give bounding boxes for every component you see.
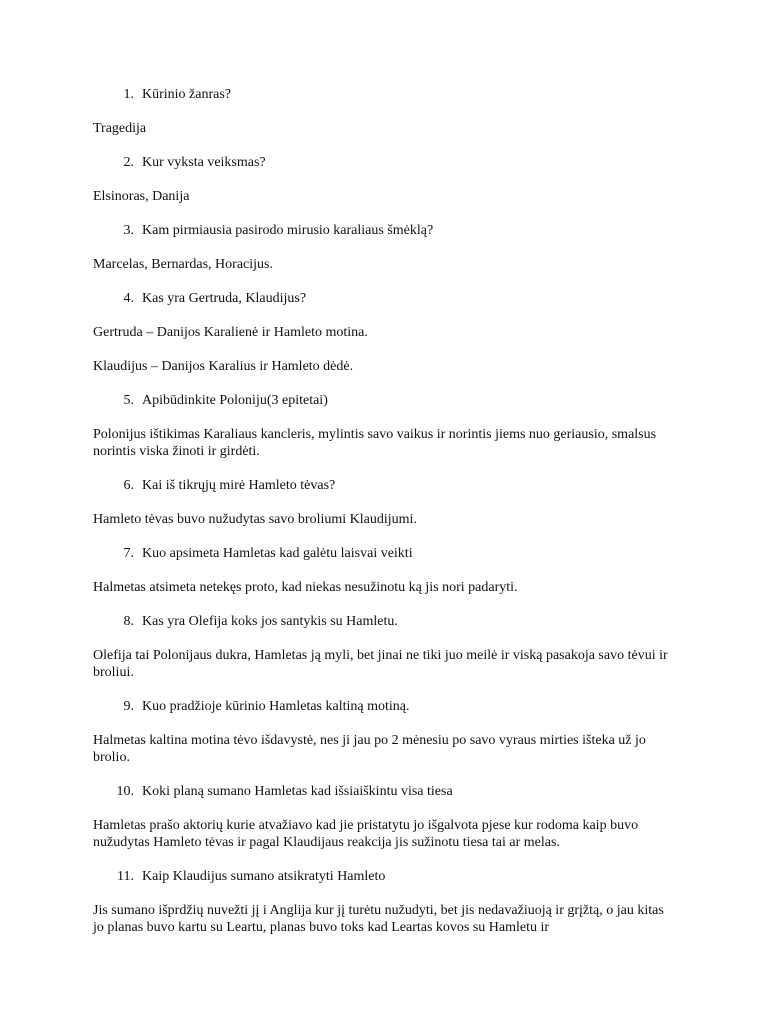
question-text: Kuo pradžioje kūrinio Hamletas kaltiną motiną. xyxy=(142,699,410,714)
question-item xyxy=(93,698,671,715)
answer-paragraph: Olefija tai Polonijaus dukra, Hamletas ją myli, bet jinai ne tiki juo meilė ir viską pasakoja savo tėvui ir broliui. xyxy=(93,648,668,680)
question-number: 3. xyxy=(123,223,134,238)
question-text: Kuo apsimeta Hamletas kad galėtu laisvai veikti xyxy=(142,546,413,561)
question-item xyxy=(93,545,671,562)
question-item xyxy=(93,154,671,171)
question-text: Koki planą sumano Hamletas kad išsiaiškintu visa tiesa xyxy=(142,784,453,799)
question-item xyxy=(93,86,671,103)
answer-paragraph: Polonijus ištikimas Karaliaus kancleris, mylintis savo vaikus ir norintis jiems nuo geriausio, smalsus norintis viska žinoti ir girdėti. xyxy=(93,427,657,459)
question-item xyxy=(93,477,671,494)
question-text: Kam pirmiausia pasirodo mirusio karaliaus šmėklą? xyxy=(142,223,434,238)
answer-paragraph: Klaudijus – Danijos Karalius ir Hamleto dėdė. xyxy=(93,359,354,374)
question-text: Kur vyksta veiksmas? xyxy=(142,155,266,170)
question-text: Kūrinio žanras? xyxy=(142,87,232,102)
question-item xyxy=(93,222,671,239)
answer-paragraph: Jis sumano išprdžių nuvežti jį i Anglija kur jį turėtu nužudyti, bet jis nedavažiuoją ir grįžtą, o jau kitas jo planas buvo kartu su Leartu, planas buvo toks kad Leartas kovos su Hamletu ir xyxy=(93,903,664,935)
question-item xyxy=(93,392,671,409)
question-number: 9. xyxy=(123,699,134,714)
question-item xyxy=(93,868,671,885)
answer-paragraph: Marcelas, Bernardas, Horacijus. xyxy=(93,257,273,272)
question-number: 2. xyxy=(123,155,134,170)
document-body xyxy=(93,86,671,953)
question-text: Kaip Klaudijus sumano atsikratyti Hamleto xyxy=(142,869,386,884)
question-number: 4. xyxy=(123,291,134,306)
question-number: 10. xyxy=(116,784,134,799)
question-text: Apibūdinkite Poloniju(3 epitetai) xyxy=(142,393,328,408)
question-item xyxy=(93,290,671,307)
question-text: Kai iš tikrųjų mirė Hamleto tėvas? xyxy=(142,478,336,493)
answer-paragraph: Hamletas prašo aktorių kurie atvažiavo kad jie pristatytu jo išgalvota pjese kur rodoma kaip buvo nužudytas Hamleto tėvas ir pagal Klaudijaus reakcija jis sužinotu tiesa tai ar melas. xyxy=(93,818,639,850)
question-number: 6. xyxy=(123,478,134,493)
question-text: Kas yra Gertruda, Klaudijus? xyxy=(142,291,307,306)
question-number: 7. xyxy=(123,546,134,561)
question-text: Kas yra Olefija koks jos santykis su Hamletu. xyxy=(142,614,398,629)
question-item xyxy=(93,613,671,630)
question-number: 1. xyxy=(123,87,134,102)
question-item xyxy=(93,783,671,800)
question-number: 8. xyxy=(123,614,134,629)
question-number: 5. xyxy=(123,393,134,408)
answer-paragraph: Tragedija xyxy=(93,121,147,136)
answer-paragraph: Halmetas atsimeta netekęs proto, kad niekas nesužinotu ką jis nori padaryti. xyxy=(93,580,518,595)
answer-paragraph: Gertruda – Danijos Karalienė ir Hamleto motina. xyxy=(93,325,368,340)
answer-paragraph: Hamleto tėvas buvo nužudytas savo broliumi Klaudijumi. xyxy=(93,512,417,527)
answer-paragraph: Halmetas kaltina motina tėvo išdavystė, nes ji jau po 2 mėnesiu po savo vyraus mirties išteka už jo brolio. xyxy=(93,733,646,765)
answer-paragraph: Elsinoras, Danija xyxy=(93,189,190,204)
question-number: 11. xyxy=(117,869,134,884)
